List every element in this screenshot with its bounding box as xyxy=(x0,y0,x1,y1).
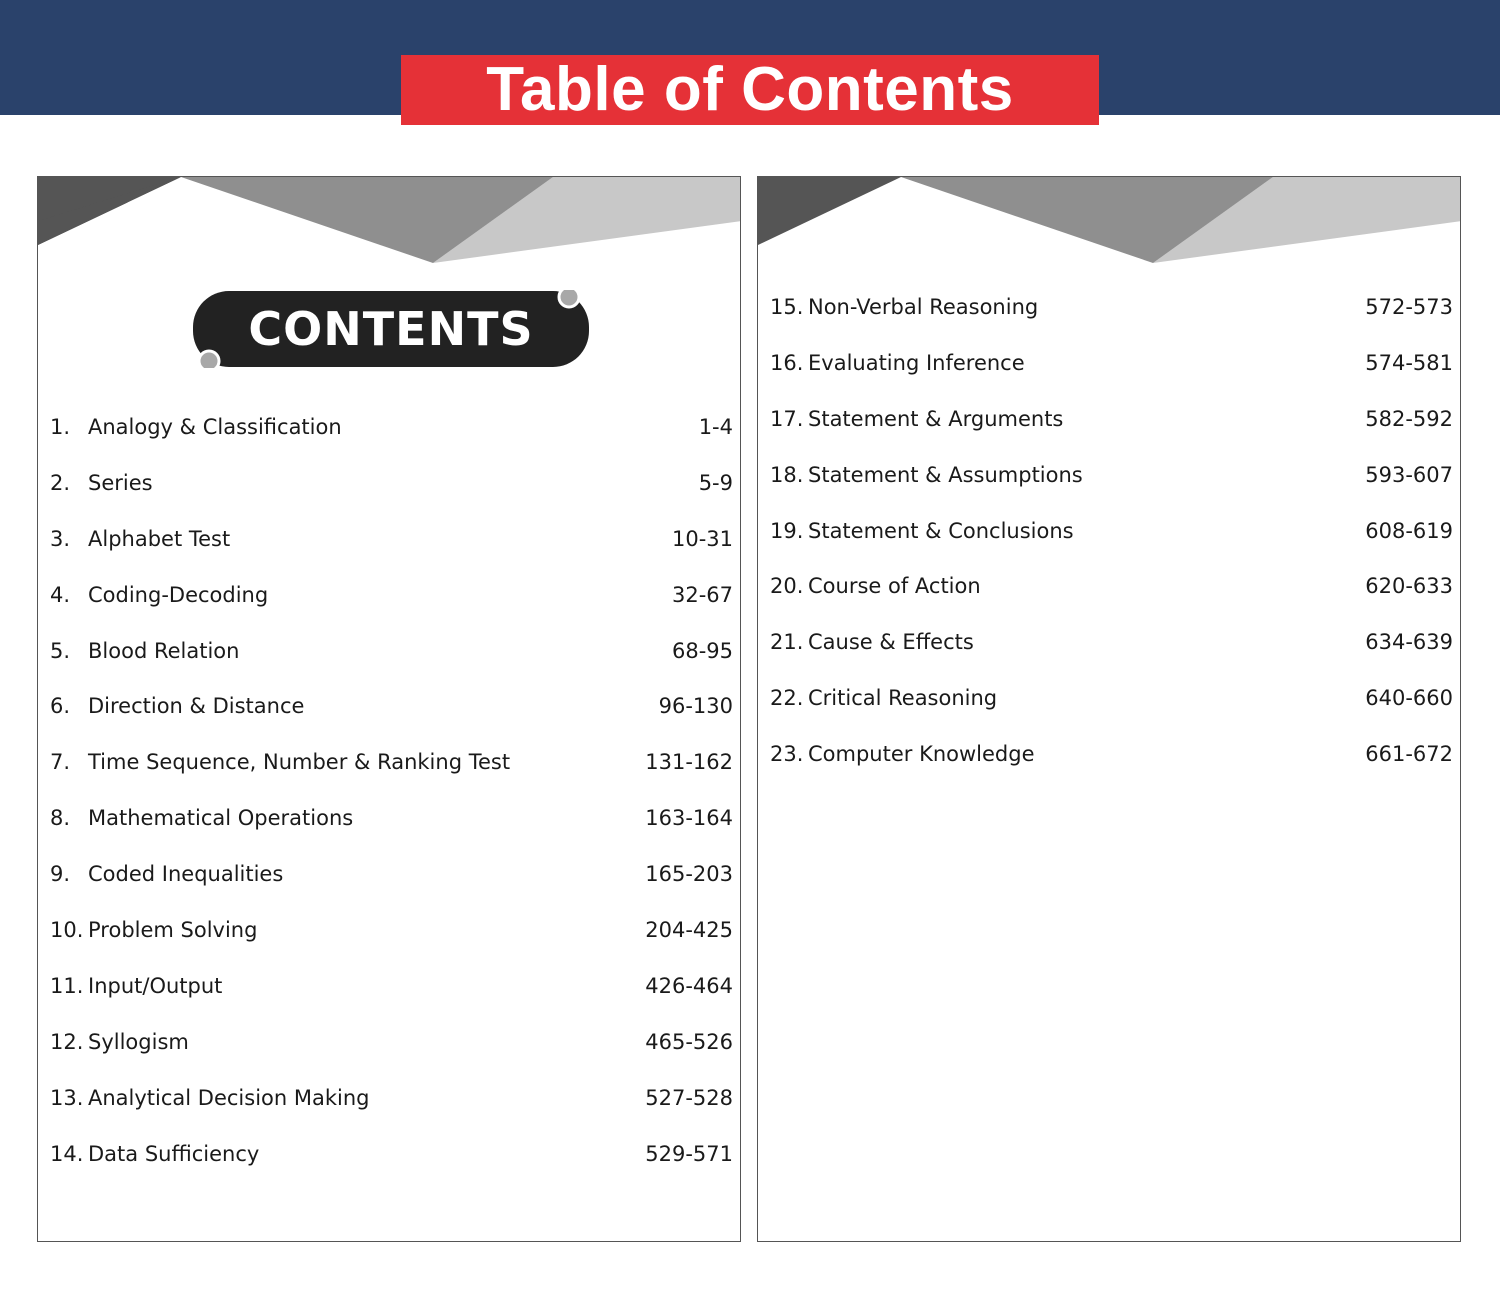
toc-list-left xyxy=(50,399,733,1181)
toc-entry-title: Evaluating Inference xyxy=(808,350,1025,375)
toc-entry-title: Syllogism xyxy=(88,1029,189,1054)
toc-entry-pages: 465-526 xyxy=(645,1029,733,1054)
toc-entry-title: Blood Relation xyxy=(88,638,240,663)
toc-entry[interactable] xyxy=(50,399,733,455)
contents-badge-label: CONTENTS xyxy=(248,302,534,356)
toc-entry-title: Data Sufficiency xyxy=(88,1141,260,1166)
toc-entry-number: 12. xyxy=(50,1029,84,1054)
toc-entry-number: 1. xyxy=(50,414,71,439)
toc-entry-pages: 634-639 xyxy=(1365,630,1453,655)
toc-entry-number: 21. xyxy=(770,630,804,655)
toc-entry[interactable] xyxy=(50,902,733,958)
toc-entry-number: 13. xyxy=(50,1085,84,1110)
toc-entry[interactable] xyxy=(50,846,733,902)
toc-entry-number: 6. xyxy=(50,694,71,719)
toc-entry-pages: 163-164 xyxy=(645,806,733,831)
toc-entry-pages: 574-581 xyxy=(1365,350,1453,375)
toc-entry-title: Course of Action xyxy=(808,574,981,599)
toc-entry-title: Critical Reasoning xyxy=(808,686,998,711)
toc-entry-number: 20. xyxy=(770,574,804,599)
toc-entry[interactable] xyxy=(50,511,733,567)
toc-entry-number: 11. xyxy=(50,973,84,998)
toc-entry-title: Mathematical Operations xyxy=(88,806,354,831)
toc-entry-pages: 640-660 xyxy=(1365,686,1453,711)
toc-entry-pages: 5-9 xyxy=(698,470,733,495)
toc-entry[interactable] xyxy=(770,614,1453,670)
toc-entry-pages: 426-464 xyxy=(645,973,733,998)
toc-entry[interactable] xyxy=(50,623,733,679)
header-decoration xyxy=(758,177,1461,277)
toc-entry[interactable] xyxy=(770,279,1453,335)
toc-entry[interactable] xyxy=(50,790,733,846)
toc-entry-title: Time Sequence, Number & Ranking Test xyxy=(88,750,511,775)
toc-entry[interactable] xyxy=(50,567,733,623)
toc-entry-pages: 572-573 xyxy=(1365,294,1453,319)
toc-entry[interactable] xyxy=(50,1070,733,1126)
header-decoration xyxy=(38,177,741,277)
toc-entry-title: Direction & Distance xyxy=(88,694,305,719)
toc-entry-number: 9. xyxy=(50,862,71,887)
toc-entry[interactable] xyxy=(770,726,1453,782)
toc-entry-title: Cause & Effects xyxy=(808,630,974,655)
toc-entry-pages: 204-425 xyxy=(645,917,733,942)
toc-entry-title: Coding-Decoding xyxy=(88,582,269,607)
toc-entry-pages: 582-592 xyxy=(1365,406,1453,431)
toc-entry-title: Non-Verbal Reasoning xyxy=(808,294,1039,319)
toc-entry[interactable] xyxy=(770,670,1453,726)
toc-entry-pages: 131-162 xyxy=(645,750,733,775)
toc-entry[interactable] xyxy=(770,335,1453,391)
toc-entry-title: Statement & Conclusions xyxy=(808,518,1074,543)
toc-entry-title: Analytical Decision Making xyxy=(88,1085,370,1110)
toc-entry[interactable] xyxy=(50,734,733,790)
toc-entry-title: Statement & Assumptions xyxy=(808,462,1083,487)
toc-entry-title: Analogy & Classification xyxy=(88,414,342,439)
toc-entry[interactable] xyxy=(770,447,1453,503)
contents-badge xyxy=(191,290,591,368)
toc-entry-number: 22. xyxy=(770,686,804,711)
toc-entry-number: 23. xyxy=(770,742,804,767)
toc-entry-number: 19. xyxy=(770,518,804,543)
toc-entry-number: 14. xyxy=(50,1141,84,1166)
toc-entry-number: 5. xyxy=(50,638,71,663)
toc-entry-pages: 529-571 xyxy=(645,1141,733,1166)
toc-entry-pages: 1-4 xyxy=(698,414,733,439)
toc-entry-pages: 661-672 xyxy=(1365,742,1453,767)
toc-entry-title: Computer Knowledge xyxy=(808,742,1035,767)
page-title: Table of Contents xyxy=(486,55,1014,124)
toc-entry-number: 4. xyxy=(50,582,71,607)
toc-entry-pages: 608-619 xyxy=(1365,518,1453,543)
toc-entry-title: Series xyxy=(88,470,153,495)
toc-entry[interactable] xyxy=(770,503,1453,559)
toc-entry-title: Alphabet Test xyxy=(88,526,231,551)
toc-entry-number: 8. xyxy=(50,806,71,831)
toc-entry-pages: 620-633 xyxy=(1365,574,1453,599)
toc-entry-number: 15. xyxy=(770,294,804,319)
toc-entry-pages: 68-95 xyxy=(671,638,733,663)
toc-entry[interactable] xyxy=(770,558,1453,614)
right-page xyxy=(757,176,1461,1242)
toc-entry-number: 16. xyxy=(770,350,804,375)
toc-entry[interactable] xyxy=(50,678,733,734)
title-banner xyxy=(401,55,1099,125)
toc-entry[interactable] xyxy=(50,1126,733,1182)
toc-entry-pages: 527-528 xyxy=(645,1085,733,1110)
toc-entry-number: 10. xyxy=(50,917,84,942)
toc-entry-pages: 165-203 xyxy=(645,862,733,887)
toc-list-right xyxy=(770,279,1453,782)
toc-entry[interactable] xyxy=(50,1014,733,1070)
toc-entry-pages: 32-67 xyxy=(671,582,733,607)
toc-entry[interactable] xyxy=(50,958,733,1014)
toc-entry-pages: 96-130 xyxy=(658,694,733,719)
toc-entry-number: 18. xyxy=(770,462,804,487)
toc-entry-pages: 593-607 xyxy=(1365,462,1453,487)
left-page xyxy=(37,176,741,1242)
toc-entry-number: 7. xyxy=(50,750,71,775)
toc-entry-pages: 10-31 xyxy=(671,526,733,551)
toc-entry-title: Problem Solving xyxy=(88,917,258,942)
toc-entry-number: 17. xyxy=(770,406,804,431)
toc-entry-title: Statement & Arguments xyxy=(808,406,1064,431)
toc-entry-number: 3. xyxy=(50,526,71,551)
toc-entry[interactable] xyxy=(50,455,733,511)
toc-entry-title: Input/Output xyxy=(88,973,223,998)
toc-entry-title: Coded Inequalities xyxy=(88,862,284,887)
toc-entry[interactable] xyxy=(770,391,1453,447)
toc-entry-number: 2. xyxy=(50,470,71,495)
